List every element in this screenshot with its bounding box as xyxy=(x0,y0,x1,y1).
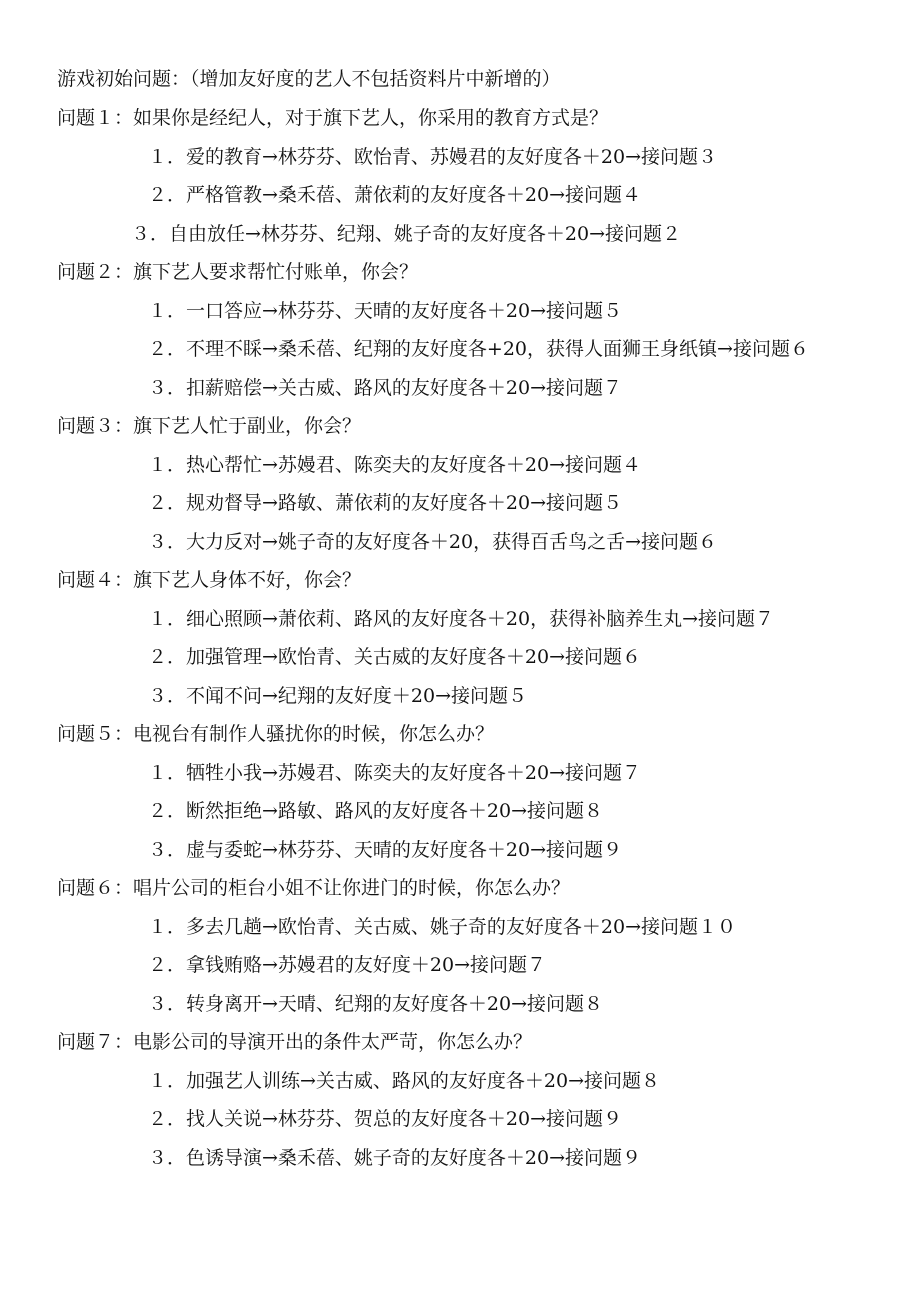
question-6-option-1: １．多去几趟→欧怡青、关古威、姚子奇的友好度各＋20→接问题１０ xyxy=(148,916,737,938)
question-4: 问题４：旗下艺人身体不好，你会？ xyxy=(57,569,362,591)
question-5-option-2: ２．断然拒绝→路敏、路风的友好度各＋20→接问题８ xyxy=(148,800,604,822)
intro-line: 游戏初始问题：（增加友好度的艺人不包括资料片中新增的） xyxy=(57,68,561,90)
question-7: 问题７：电影公司的导演开出的条件太严苛，你怎么办？ xyxy=(57,1031,533,1053)
question-4-option-2: ２．加强管理→欧怡青、关古威的友好度各＋20→接问题６ xyxy=(148,646,642,668)
question-7-option-2: ２．找人关说→林芬芬、贺总的友好度各＋20→接问题９ xyxy=(148,1108,623,1130)
question-7-option-1: １．加强艺人训练→关古威、路风的友好度各＋20→接问题８ xyxy=(148,1070,661,1092)
question-2: 问题２：旗下艺人要求帮忙付账单，你会？ xyxy=(57,261,419,283)
question-3-option-3: ３．大力反对→姚子奇的友好度各＋20，获得百舌鸟之舌→接问题６ xyxy=(148,531,718,553)
question-2-option-1: １．一口答应→林芬芬、天晴的友好度各＋20→接问题５ xyxy=(148,300,623,322)
question-2-option-2: ２．不理不睬→桑禾蓓、纪翔的友好度各+20，获得人面狮王身纸镇→接问题６ xyxy=(148,338,809,360)
question-1-option-1: １．爱的教育→林芬芬、欧怡青、苏嫚君的友好度各＋20→接问题３ xyxy=(148,146,718,168)
question-3: 问题３：旗下艺人忙于副业，你会？ xyxy=(57,415,362,437)
question-4-option-3: ３．不闻不问→纪翔的友好度＋20→接问题５ xyxy=(148,685,528,707)
question-6-option-2: ２．拿钱贿赂→苏嫚君的友好度＋20→接问题７ xyxy=(148,954,547,976)
question-1-option-2: ２．严格管教→桑禾蓓、萧依莉的友好度各＋20→接问题４ xyxy=(148,184,642,206)
question-6: 问题６：唱片公司的柜台小姐不让你进门的时候，你怎么办？ xyxy=(57,877,571,899)
question-2-option-3: ３．扣薪赔偿→关古威、路风的友好度各＋20→接问题７ xyxy=(148,377,623,399)
question-6-option-3: ３．转身离开→天晴、纪翔的友好度各＋20→接问题８ xyxy=(148,993,604,1015)
question-1: 问题１：如果你是经纪人，对于旗下艺人，你采用的教育方式是？ xyxy=(57,107,609,129)
question-1-option-3: ３．自由放任→林芬芬、纪翔、姚子奇的友好度各＋20→接问题２ xyxy=(131,223,682,245)
question-3-option-1: １．热心帮忙→苏嫚君、陈奕夫的友好度各＋20→接问题４ xyxy=(148,454,642,476)
question-5: 问题５：电视台有制作人骚扰你的时候，你怎么办？ xyxy=(57,723,495,745)
question-5-option-1: １．牺牲小我→苏嫚君、陈奕夫的友好度各＋20→接问题７ xyxy=(148,762,642,784)
question-7-option-3: ３．色诱导演→桑禾蓓、姚子奇的友好度各＋20→接问题９ xyxy=(148,1147,642,1169)
question-5-option-3: ３．虚与委蛇→林芬芬、天晴的友好度各＋20→接问题９ xyxy=(148,839,623,861)
question-3-option-2: ２．规劝督导→路敏、萧依莉的友好度各＋20→接问题５ xyxy=(148,492,623,514)
question-4-option-1: １．细心照顾→萧依莉、路风的友好度各＋20，获得补脑养生丸→接问题７ xyxy=(148,608,775,630)
